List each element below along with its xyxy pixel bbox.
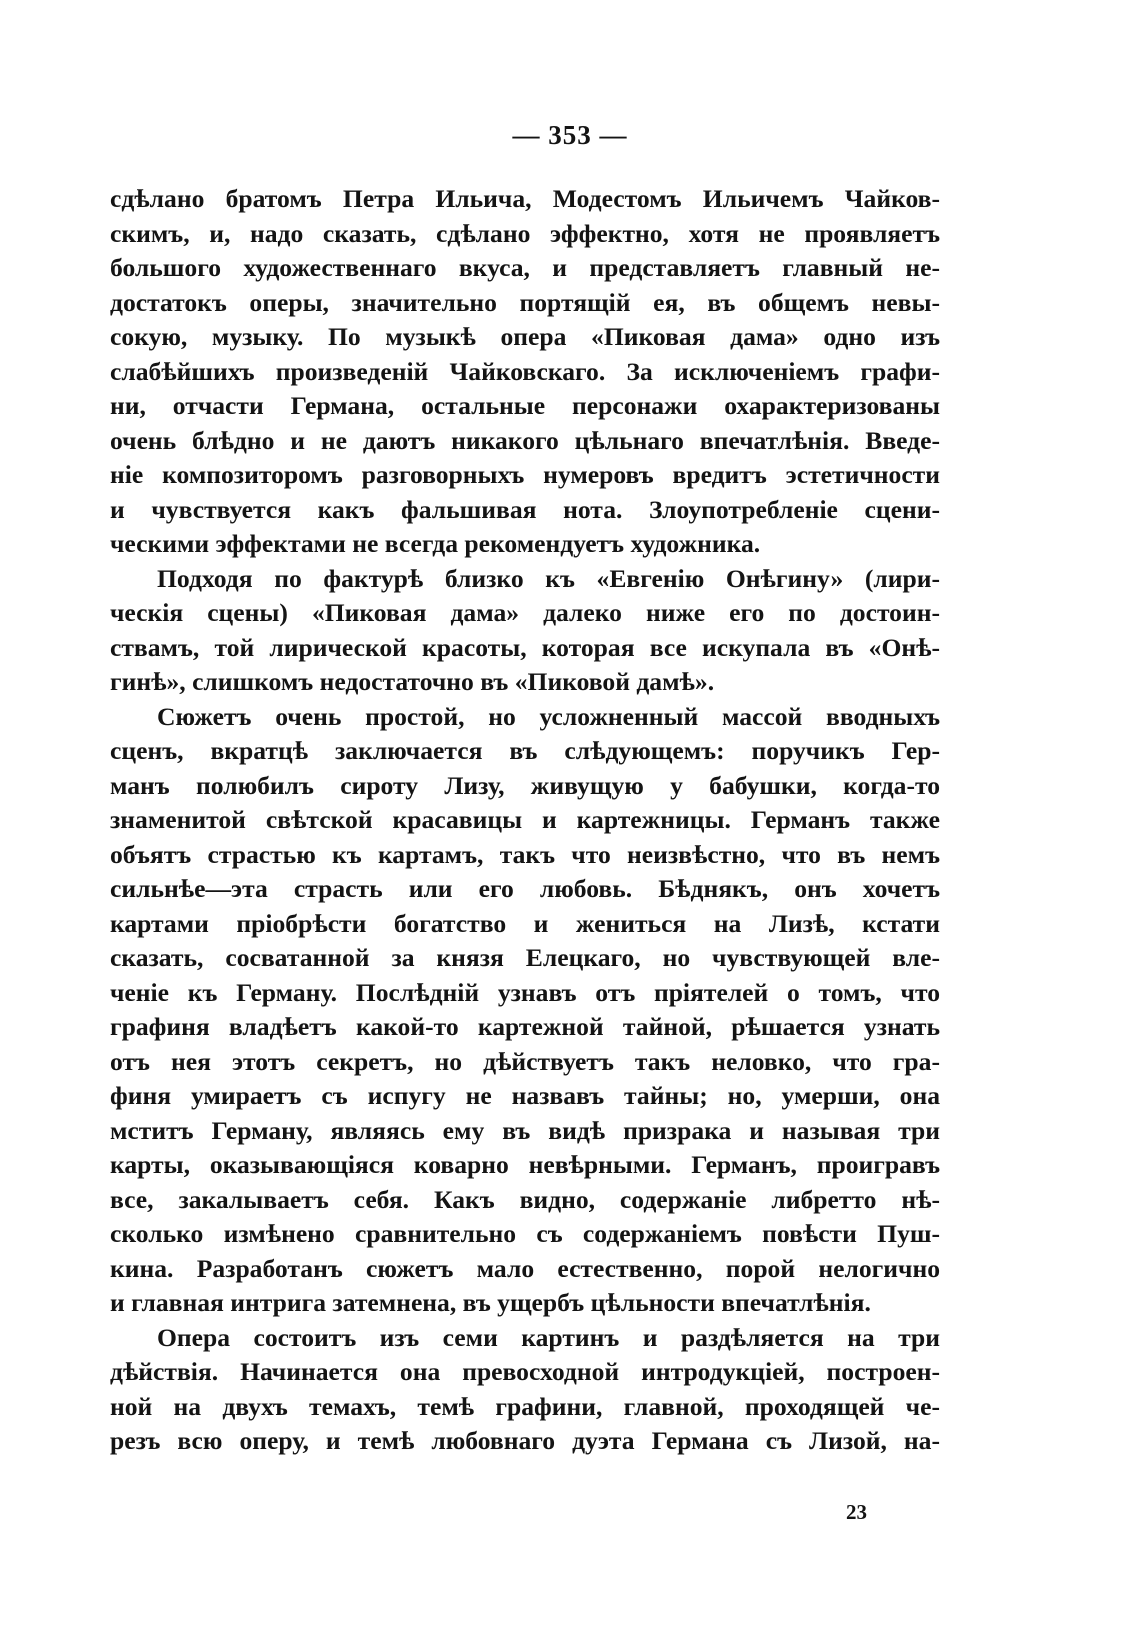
text-line: финя умираетъ съ испугу не назвавъ тайны; но, умерши, она (110, 1081, 940, 1110)
text-line: ствамъ, той лирической красоты, которая все искупала въ «Онѣ- (110, 632, 940, 662)
text-line: дѣйствія. Начинается она превосходной интродукціей, построен- (110, 1357, 940, 1386)
text-line: достатокъ оперы, значительно портящій ея, въ общемъ невы- (110, 287, 940, 317)
text-line: сценъ, вкратцѣ заключается въ слѣдующемъ: поручикъ Гер- (110, 736, 940, 765)
text-line: ческія сцены) «Пиковая дама» далеко ниже его по достоин- (110, 598, 940, 627)
text-line: сдѣлано братомъ Петра Ильича, Модестомъ Ильичемъ Чайков- (110, 184, 940, 213)
text-line: резъ всю оперу, и темѣ любовнаго дуэта Германа съ Лизой, на- (110, 1426, 940, 1455)
text-line: ческими эффектами не всегда рекомендуетъ художника. (110, 529, 761, 558)
text-line: сокую, музыку. По музыкѣ опера «Пиковая дама» одно изъ (110, 322, 940, 351)
text-line: очень блѣдно и не даютъ никакого цѣльнаго впечатлѣнія. Введе- (110, 425, 940, 455)
signature-mark: 23 (846, 1500, 867, 1524)
text-line: сильнѣе—эта страсть или его любовь. Бѣднякъ, онъ хочетъ (110, 874, 940, 903)
text-line: Сюжетъ очень простой, но усложненный массой вводныхъ (157, 701, 940, 731)
text-line: большого художественнаго вкуса, и представляетъ главный не- (110, 253, 940, 282)
text-line: карты, оказывающіяся коварно невѣрными. Германъ, проигравъ (110, 1150, 940, 1179)
text-line: все, закалываетъ себя. Какъ видно, содержаніе либретто нѣ- (110, 1184, 940, 1214)
text-line: отъ нея этотъ секретъ, но дѣйствуетъ такъ неловко, что гра- (110, 1046, 940, 1076)
text-line: знаменитой свѣтской красавицы и картежницы. Германъ также (110, 805, 940, 834)
text-line: и чувствуется какъ фальшивая нота. Злоупотребленіе сцени- (110, 494, 940, 524)
text-line: ной на двухъ темахъ, темѣ графини, главной, проходящей че- (110, 1391, 940, 1421)
text-line: кина. Разработанъ сюжетъ мало естественно, порой нелогично (110, 1253, 940, 1283)
text-line: гинѣ», слишкомъ недостаточно въ «Пиковой дамѣ». (110, 667, 715, 696)
text-line: слабѣйшихъ произведеній Чайковскаго. За исключеніемъ графи- (110, 356, 940, 386)
page-number: — 353 — (512, 120, 628, 150)
text-line: Подходя по фактурѣ близко къ «Евгенію Онѣгину» (лири- (157, 563, 940, 593)
paragraph-1 (110, 182, 940, 562)
text-line: и главная интрига затемнена, въ ущербъ цѣльности впечатлѣнія. (110, 1288, 871, 1317)
text-line: ни, отчасти Германа, остальные персонажи охарактеризованы (110, 391, 940, 420)
text-line: сказать, сосватанной за князя Елецкаго, но чувствующей вле- (110, 943, 940, 972)
text-line: Опера состоитъ изъ семи картинъ и раздѣляется на три (157, 1322, 940, 1352)
paragraph-4 (110, 1321, 940, 1459)
text-line: ченіе къ Герману. Послѣдній узнавъ отъ пріятелей о томъ, что (110, 977, 940, 1007)
text-line: сколько измѣнено сравнительно съ содержаніемъ повѣсти Пуш- (110, 1219, 940, 1248)
text-line: мститъ Герману, являясь ему въ видѣ призрака и называя три (110, 1115, 940, 1145)
text-line: картами пріобрѣсти богатство и жениться на Лизѣ, кстати (110, 908, 940, 938)
text-line: скимъ, и, надо сказать, сдѣлано эффектно, хотя не проявляетъ (110, 218, 940, 248)
text-line: манъ полюбилъ сироту Лизу, живущую у бабушки, когда-то (110, 770, 940, 800)
paragraph-2 (110, 562, 940, 700)
paragraph-3 (110, 700, 940, 1321)
body-text (110, 182, 940, 1459)
text-line: ніе композиторомъ разговорныхъ нумеровъ вредитъ эстетичности (110, 460, 940, 489)
text-line: объятъ страстью къ картамъ, такъ что неизвѣстно, что въ немъ (110, 839, 940, 869)
text-line: графиня владѣетъ какой-то картежной тайной, рѣшается узнать (110, 1012, 940, 1041)
